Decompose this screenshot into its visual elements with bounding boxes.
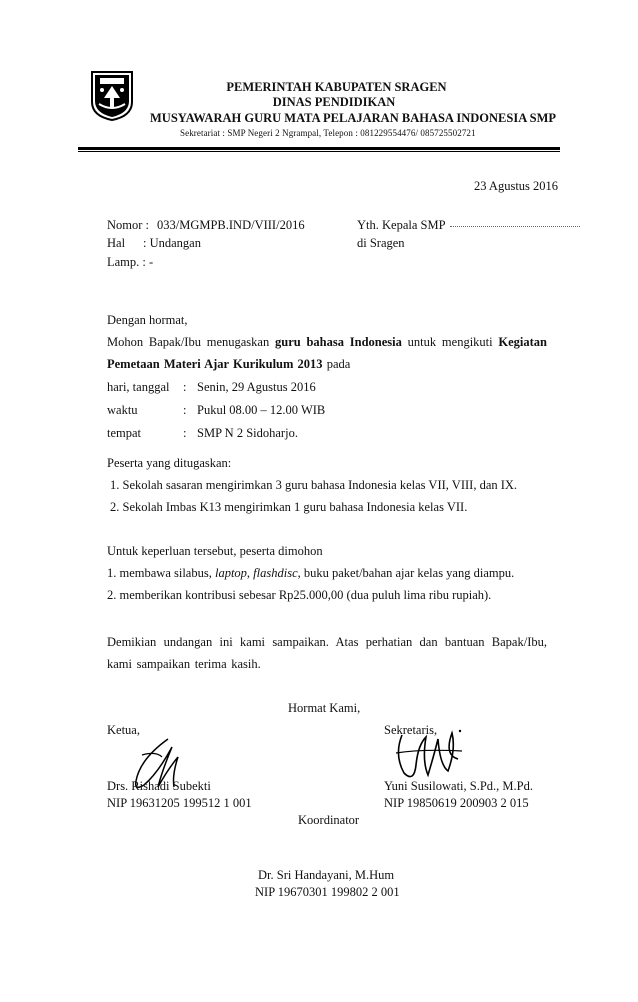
ketua-nip: NIP 19631205 199512 1 001: [107, 796, 252, 810]
sekretaris-name: Yuni Susilowati, S.Pd., M.Pd.: [384, 779, 533, 793]
intro-paragraph: [107, 331, 547, 375]
keperluan1-text-d: flashdisc: [253, 566, 298, 580]
hal-label: Hal: [107, 236, 126, 250]
keperluan-title: Untuk keperluan tersebut, peserta dimohon: [107, 544, 323, 558]
intro-text-b: guru bahasa Indonesia: [275, 335, 402, 349]
detail-value-tempat: SMP N 2 Sidoharjo.: [197, 426, 298, 440]
hal-value: : Undangan: [143, 236, 201, 250]
intro-text-e: pada: [322, 357, 351, 371]
nomor-value: 033/MGMPB.IND/VIII/2016: [157, 218, 305, 232]
detail-label-tempat: tempat: [107, 426, 142, 440]
keperluan-item: [107, 566, 514, 581]
detail-sep-hari: :: [183, 380, 187, 394]
detail-value-hari: Senin, 29 Agustus 2016: [197, 380, 316, 394]
header-address: Sekretariat : SMP Negeri 2 Ngrampal, Telepon : 081229554476/ 085725502721: [180, 128, 476, 138]
recipient-dotted-line: [450, 226, 580, 227]
greeting: Dengan hormat,: [107, 313, 188, 327]
peserta-title: Peserta yang ditugaskan:: [107, 456, 232, 470]
koordinator-nip: NIP 19670301 199802 2 001: [255, 885, 400, 899]
keperluan1-text-a: 1. membawa silabus,: [107, 566, 215, 580]
sekretaris-nip: NIP 19850619 200903 2 015: [384, 796, 529, 810]
header-rule-thin: [78, 151, 560, 152]
peserta-item: 1. Sekolah sasaran mengirimkan 3 guru bahasa Indonesia kelas VII, VIII, dan IX.: [110, 478, 518, 492]
keperluan1-text-e: , buku paket/bahan ajar kelas yang diampu.: [297, 566, 515, 580]
sekretaris-signature-icon: [392, 725, 467, 785]
hormat-kami: Hormat Kami,: [288, 701, 361, 715]
nomor-label: Nomor :: [107, 218, 150, 232]
header-rule-thick: [78, 147, 560, 150]
header-department: DINAS PENDIDIKAN: [272, 95, 396, 109]
detail-label-hari: hari, tanggal: [107, 380, 170, 394]
intro-text-c: untuk mengikuti: [401, 335, 499, 349]
closing-paragraph: Demikian undangan ini kami sampaikan. Atas perhatian dan bantuan Bapak/Ibu, kami sampaikan terima kasih.: [107, 635, 547, 671]
keperluan1-text-b: laptop: [214, 566, 247, 580]
recipient-line1: [357, 218, 580, 233]
detail-sep-waktu: :: [183, 403, 187, 417]
recipient-line2: di Sragen: [357, 236, 405, 250]
detail-sep-tempat: :: [183, 426, 187, 440]
recipient-name: Yth. Kepala SMP: [357, 218, 446, 232]
koordinator-name: Dr. Sri Handayani, M.Hum: [258, 868, 395, 882]
detail-label-waktu: waktu: [107, 403, 138, 417]
peserta-item: 2. Sekolah Imbas K13 mengirimkan 1 guru bahasa Indonesia kelas VII.: [110, 500, 468, 514]
header-organization: MUSYAWARAH GURU MATA PELAJARAN BAHASA INDONESIA SMP: [150, 111, 557, 125]
keperluan1-text-c: ,: [246, 566, 254, 580]
ketua-name: Drs. Rishadi Subekti: [107, 779, 211, 793]
sekretaris-title: Sekretaris,: [384, 723, 438, 737]
intro-text-a: Mohon Bapak/Ibu menugaskan: [107, 335, 275, 349]
detail-value-waktu: Pukul 08.00 – 12.00 WIB: [197, 403, 326, 417]
keperluan-item: 2. memberikan kontribusi sebesar Rp25.000,00 (dua puluh lima ribu rupiah).: [107, 588, 492, 602]
intro-text-d: Kegiatan Pemetaan Materi Ajar Kurikulum 2013: [107, 335, 547, 371]
koordinator-title: Koordinator: [298, 813, 360, 827]
lamp-label: Lamp. : -: [107, 255, 154, 269]
ketua-title: Ketua,: [107, 723, 140, 737]
header-government: PEMERINTAH KABUPATEN SRAGEN: [226, 80, 447, 94]
letter-date: 23 Agustus 2016: [474, 179, 559, 193]
